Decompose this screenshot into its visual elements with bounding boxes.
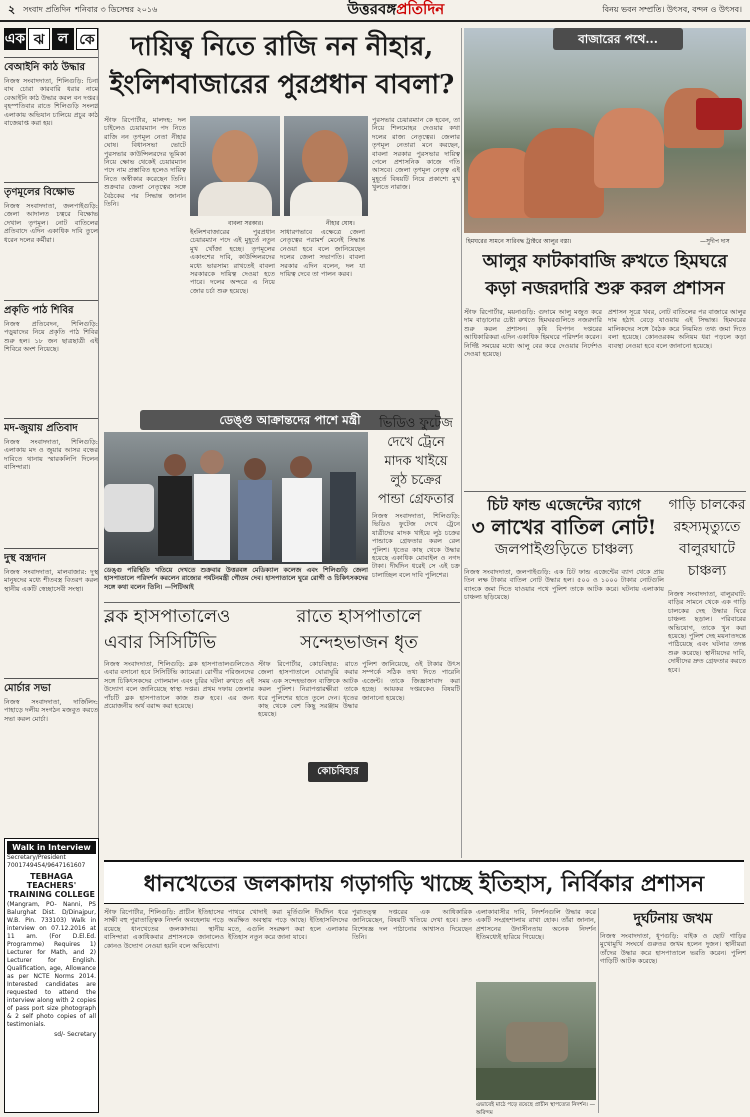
suspect-body: স্টাফ রিপোর্টার, কোচবিহার: রাতে জেলা হাসপাতালে ঘোরাঘুরি করার সময় এক সন্দেহভাজন ব্যক্তিকে আটক করল পুলিশ। নিরাপত্তারক্ষীরা তাকে ধরে পুলিশের হাতে তুলে দেন। ধৃতের কাছ থেকে বেশ কিছু সরঞ্জাম উদ্ধার হয়েছে। [258, 660, 358, 719]
brief-title: মদ-জুয়ায় প্রতিবাদ [4, 418, 98, 438]
video-headline-line: দেখে ট্রেনে [387, 435, 445, 450]
minister-photo [104, 432, 368, 564]
lead-headline-line-1: দায়িত্ব নিতে রাজি নন নীহার, [130, 32, 434, 62]
brief-item [4, 53, 98, 178]
notes-headline-line: চিট ফান্ড এজেন্টের ব্যাগে [487, 496, 641, 514]
driver-body: নিজস্ব সংবাদদাতা, বালুরঘাট: বাড়ির সামনে থেকে এক গাড়ি চালকের দেহ উদ্ধার ঘিরে চাঞ্চল্য ছড়াল। পরিবারের অভিযোগ, তাকে খুন করা হয়েছে। পুলিশ দেহ ময়নাতদন্তে পাঠিয়েছে এবং ঘটনার তদন্ত শুরু করেছে। স্থানীয়দের দাবি, দোষীদের দ্রুত গ্রেফতার করতে হবে। [668, 590, 746, 674]
bottom-photo-caption: এভাবেই মাঠে পড়ে রয়েছে প্রাচীন স্থাপত্যের নিদর্শন। —অরিন্দম [476, 1102, 596, 1116]
ad-contact: Secretary/President [7, 854, 66, 861]
notes-headline [464, 494, 664, 564]
paper-prefix: উত্তরবঙ্গ [347, 0, 397, 18]
video-headline-line: মাদক খাইয়ে [384, 454, 448, 469]
bottom-body: স্টাফ রিপোর্টার, শিলিগুড়ি: প্রাচীন ইতিহাসের সাক্ষী বহু পুরাতাত্ত্বিক নিদর্শন অবহেলায় পড়ে রয়েছে ধানখেতের জলকাদায়। স্থানীয় বাসিন্দারা একাধিকবার প্রশাসনকে জানালেও কোনও উদ্যোগ নেওয়া হয়নি বলে অভিযোগ। [104, 908, 224, 950]
lead-photo-left-caption: বাবলা সরকার। [228, 220, 264, 227]
section-letter: কে [76, 28, 98, 50]
minister-caption: ডেঙ্গু পরিস্থিতি খতিয়ে দেখতে শুক্রবার উত্তরবঙ্গ মেডিক্যাল কলেজ এবং শিলিগুড়ি জেলা হাসপাতালে পরিদর্শন করলেন রাজ্যের পর্যটনমন্ত্রী গৌতম দেব। হাসপাতালে ঘুরে রোগী ও চিকিৎসকদের সঙ্গে কথা বলেন তিনি। —পিটিআই [104, 566, 368, 591]
section-letter: এক [4, 28, 26, 50]
driver-headline-line: রহস্যমৃত্যুতে [673, 519, 741, 535]
video-headline-line: ভিডিও ফুটেজ [379, 416, 453, 431]
lead-photo-right [284, 116, 368, 216]
brief-item [4, 544, 98, 674]
lead-photo-right-caption: নীহার ঘোষ। [326, 220, 355, 227]
potato-headline-line: কড়া নজরদারি শুরু করল প্রশাসন [485, 278, 725, 299]
brief-title: দুস্থ বস্ত্রদান [4, 548, 98, 568]
bottom-body: পাথরে খোদাই করা মূর্তিগুলি দীর্ঘদিন ধরে অরক্ষিত অবস্থায় পড়ে আছে। ইতিহাসবিদদের মতে, এগুলি সংরক্ষণ করা হলে এলাকার ইতিহাস নতুন করে জানা যাবে। [228, 908, 348, 942]
brief-body: নিজস্ব সংবাদদাতা, শিলিগুড়ি: চিনা বাঘ চোরা কারবারি ধরার নামে বেআইনি কাঠ উদ্ধার করল বন দপ্তর। বৃহস্পতিবার রাতে শিলিগুড়ি সংলগ্ন এলাকায় অভিযান চালিয়ে প্রচুর কাঠ বাজেয়াপ্ত করা হয়। [4, 77, 98, 128]
potato-body: স্টাফ রিপোর্টার, ময়নাগুড়ি: গুদামে আলু মজুত করে দাম বাড়ানোর চেষ্টা রুখতে হিমঘরগুলিতে নজরদারি শুরু করল প্রশাসন। কৃষি বিপণন দপ্তরের আধিকারিকরা এদিন একাধিক হিমঘরে পরিদর্শন করেন। নির্দিষ্ট সময়ের মধ্যে আলু বের করে দেওয়ার নির্দেশও দেওয়া হয়েছে। [464, 308, 602, 359]
ad-title: Walk in Interview [7, 841, 96, 854]
masthead [0, 0, 750, 22]
paper-name [347, 0, 444, 23]
column-rule [461, 28, 462, 858]
hospital-headline-line: ব্লক হাসপাতালেও [104, 606, 231, 627]
accident-body: নিজস্ব সংবাদদাতা, ধূপগুড়ি: বাইক ও ছোট গাড়ির মুখোমুখি সংঘর্ষে গুরুতর জখম হলেন দুজন। স্থানীয়রা তাঁদের উদ্ধার করে হাসপাতালে ভরতি করেন। পুলিশ গাড়িটি আটক করেছে। [600, 932, 746, 966]
video-headline-line: লুঠ চক্রের [390, 473, 442, 488]
coochbehar-tag: কোচবিহার [308, 762, 368, 782]
section-rule [104, 602, 460, 603]
brief-title: প্রকৃতি পাঠ শিবির [4, 300, 98, 320]
suspect-headline-line: সন্দেহভাজন ধৃত [300, 632, 418, 653]
brief-body: নিজস্ব সংবাদদাতা, জলপাইগুড়ি: জেলা আদালত চত্বরে বিক্ষোভ দেখাল তৃণমূল। নোট বাতিলের প্রতিবাদে এদিন একাধিক দাবি তুলে ধরেন দলের কর্মীরা। [4, 202, 98, 244]
tractor [696, 98, 742, 130]
ad-college: TEBHAGA TEACHERS' TRAINING COLLEGE [8, 872, 95, 899]
section-rule [464, 491, 746, 492]
suspect-headline [258, 604, 460, 658]
lead-headline-line-2: ইংলিশবাজারের পুরপ্রধান বাবলা? [109, 70, 455, 100]
bottom-photo [476, 982, 596, 1100]
potato-pile [594, 108, 664, 188]
video-body: নিজস্ব সংবাদদাতা, শিলিগুড়ি: ভিডিও ফুটেজ দেখে ট্রেনে যাত্রীদের মাদক খাইয়ে লুঠ চক্রের পান্ডাকে গ্রেফতার করল রেল পুলিশ। ধৃতের কাছ থেকে উদ্ধার হয়েছে একাধিক মোবাইল ও নগদ টাকা। দীর্ঘদিন ধরেই সে এই চক্র চালাচ্ছিল বলে দাবি পুলিশের। [372, 512, 460, 579]
column-rule [598, 908, 599, 1113]
video-headline-line: পান্ডা গ্রেফতার [377, 492, 455, 507]
paper-title: প্রতিদিন [396, 0, 445, 18]
minister-headline: ডেঙ্গু আক্রান্তদের পাশে মন্ত্রী [140, 410, 440, 430]
lead-body-column: সাধারণভাবে এক্ষেত্রে জেলা নেতৃত্বের পরামর্শ মেনেই সিদ্ধান্ত নেওয়া হবে বলে জানিয়েছেন দলের জেলা সভাপতি। বাবলা সরকার এদিন বলেন, দল যা দায়িত্ব দেবে তা পালন করব। [280, 228, 365, 279]
bottom-body: এলাকাবাসীর দাবি, নিদর্শনগুলি উদ্ধার করে একটি সংগ্রহশালায় রাখা হোক। তাঁরা জানান, প্রশাসনের উদাসীনতায় অনেক নিদর্শন ইতিমধ্যেই হারিয়ে গিয়েছে। [476, 908, 596, 942]
brief-item [4, 674, 98, 794]
bazar-photo [464, 28, 746, 233]
hospital-headline [104, 604, 254, 658]
suspect-headline-line: রাতে হাসপাতালে [296, 606, 422, 627]
potato-body: প্রশাসন সূত্রে খবর, নোট বাতিলের পর বাজারে আলুর দাম হঠাৎ বেড়ে যাওয়ায় এই সিদ্ধান্ত। হিমঘরের মালিকদের সঙ্গে বৈঠক করে নিয়মিত তথ্য জমা দিতে বলা হয়েছে। কোনওরকম অনিয়ম ধরা পড়লে কড়া ব্যবস্থা নেওয়া হবে বলে জানানো হয়েছে। [608, 308, 746, 350]
walk-in-interview-ad [4, 838, 99, 1113]
bazar-caption: হিমঘরের সামনে সারিবদ্ধ ট্রাক্টরে আলুর বস্তা। [466, 238, 572, 245]
section-title-ek-jhalke [4, 28, 98, 50]
bottom-body: পুরাতত্ত্ব দপ্তরের এক আধিকারিক জানিয়েছেন, বিষয়টি খতিয়ে দেখা হবে। দ্রুত বিশেষজ্ঞ দল পাঠানোর আশ্বাসও দিয়েছেন তিনি। [352, 908, 472, 942]
suspect-body-2: পুলিশ জানিয়েছে, ওই টাকার উৎস সম্পর্কে সঠিক তথ্য দিতে পারেনি এজেন্ট। তাকে জিজ্ঞাসাবাদ করা হচ্ছে। আয়কর দপ্তরকেও বিষয়টি জানানো হয়েছে। [362, 660, 460, 702]
brief-body: নিজস্ব সংবাদদাতা, শিলিগুড়ি: এলাকায় মদ ও জুয়ার আসর বন্ধের দাবিতে থানায় স্মারকলিপি দিলেন বাসিন্দারা। [4, 438, 98, 472]
potato-pile [524, 128, 604, 218]
driver-headline [668, 494, 746, 586]
brief-item [4, 178, 98, 296]
hospital-body: নিজস্ব সংবাদদাতা, শিলিগুড়ি: ব্লক হাসপাতালগুলিতেও এবার বসানো হবে সিসিটিভি ক্যামেরা। রোগীর পরিজনদের সঙ্গে চিকিৎসকদের গোলমাল এবং চুরির ঘটনা রুখতে এই উদ্যোগ বলে জানিয়েছে স্বাস্থ্য দপ্তর। প্রথম দফায় জেলার পাঁচটি ব্লক হাসপাতালে কাজ শুরু হবে। এর জন্য প্রয়োজনীয় অর্থ বরাদ্দ করা হয়েছে। [104, 660, 254, 711]
brief-body: নিজস্ব প্রতিবেদন, শিলিগুড়ি: পড়ুয়াদের নিয়ে প্রকৃতি পাঠ শিবির শুরু হল। ১৮ জন ছাত্রছাত্রী এই শিবিরে অংশ নিয়েছে। [4, 320, 98, 354]
brief-title: মোর্চার সভা [4, 678, 98, 698]
potato-headline [464, 248, 746, 304]
section-letter: ঝ [28, 28, 50, 50]
brief-title: তৃণমূলের বিক্ষোভ [4, 182, 98, 202]
accident-headline: দুর্ঘটনায় জখম [633, 911, 713, 927]
lead-body-column: ইংলিশবাজারের পুরপ্রধান চেয়ারম্যান পদে এই মুহূর্তে নতুন মুখ খোঁজা হচ্ছে। তৃণমূলের একাংশের দাবি, কাউন্সিলরদের মধ্যে ভারসাম্য রাখতেই বাবলা সরকারকে দায়িত্ব দেওয়া হতে পারে। দলের অন্দরে এ নিয়ে জোর চর্চা শুরু হয়েছে। [190, 228, 275, 295]
brief-item [4, 414, 98, 544]
date-line: শনিবার ৩ ডিসেম্বর ২০১৬ [74, 4, 158, 14]
lead-headline [104, 28, 460, 112]
potato-headline-line: আলুর ফাটকাবাজি রুখতে হিমঘরে [482, 251, 728, 272]
brief-item [4, 296, 98, 414]
driver-headline-line: চাঞ্চল্য [687, 563, 727, 579]
bazar-tag: বাজারের পথে... [553, 28, 683, 50]
driver-headline-line: বালুরঘাটে [679, 541, 735, 557]
ad-sign: sd/- Secretary [54, 1031, 96, 1038]
brief-body: নিজস্ব সংবাদদাতা, মালবাজার: দুস্থ মানুষদের মধ্যে শীতবস্ত্র বিতরণ করল স্থানীয় একটি স্বেচ্ছাসেবী সংস্থা। [4, 568, 98, 593]
lead-body-column: স্টাফ রিপোর্টার, মালদহ: দল চাইলেও চেয়ারম্যান পদ নিতে রাজি নন তৃণমূল নেতা নীহার ঘোষ। বিধানসভা ভোটে পুরসভার কাউন্সিলরদের ভূমিকা নিয়ে ক্ষোভ থেকেই চেয়ারম্যান পদে নাম প্রস্তাবিত হলেও দায়িত্ব নিতে অস্বীকার করেছেন তিনি। শুক্রবার জেলা নেতৃত্বের সঙ্গে বৈঠকের পর সিদ্ধান্ত জানান তিনি। [104, 116, 186, 209]
notes-headline-line: ৩ লাখের বাতিল নোট! [471, 515, 657, 539]
ad-phone: 7001749454/9647161607 [7, 862, 86, 869]
masthead-right-note: বিনয় ভবন সম্প্রতি। উৎসব, বন্দন ও উৎসব। [602, 4, 742, 14]
video-headline [372, 414, 460, 510]
notes-body: নিজস্ব সংবাদদাতা, জলপাইগুড়ি: এক চিট ফান্ড এজেন্টের ব্যাগ থেকে প্রায় তিন লক্ষ টাকার বাতিল নোট উদ্ধার হল। ৫০০ ও ১০০০ টাকার নোটগুলি ব্যাংকে জমা দিতে যাওয়ার পথে পুলিশ তাকে আটক করে। ঘটনায় এলাকায় চাঞ্চল্য ছড়িয়েছে। [464, 568, 664, 602]
page-label: সংবাদ প্রতিদিন [23, 4, 71, 14]
lead-photo-left [190, 116, 280, 216]
hospital-headline-line: এবার সিসিটিভি [104, 632, 217, 653]
lead-body-column: পুরসভার চেয়ারম্যান কে হবেন, তা নিয়ে শিলমোহর দেওয়ার কথা দলের রাজ্য নেতৃত্বের। জেলার তৃণমূল নেতারা মনে করছেন, বাবলা সরকার পুরসভার দায়িত্ব পেলে প্রশাসনিক কাজে গতি আসবে। জেলা তৃণমূল নেতৃত্ব এই মুহূর্তে বিষয়টি নিয়ে প্রকাশ্যে মুখ খুলতে নারাজ। [372, 116, 460, 192]
bottom-headline: ধানখেতের জলকাদায় গড়াগড়ি খাচ্ছে ইতিহাস, নির্বিকার প্রশাসন [104, 860, 744, 904]
notes-headline-line: জলপাইগুড়িতে চাঞ্চল্য [494, 540, 634, 558]
page-number: ২ [8, 2, 16, 16]
section-letter: ল [52, 28, 74, 50]
driver-headline-line: গাড়ি চালকের [668, 497, 746, 513]
ad-body: (Mangram, PO- Nanni, PS Balurghat Dist. D/Dinajpur, W.B. Pin. 733103) Walk in interview on 07.12.2016 at 11 am. (For D.El.Ed. Programme) Requires 1) Lecturer for Math, and 2) Lecturer for English. Qualification, age, Allowance as per NCTE Norms 2014. Interested candidates are requested to attend the interview along with 2 copies of pass port size photograph & 2 self photo copies of all testimonials. [7, 901, 96, 1028]
brief-body: নিজস্ব সংবাদদাতা, দার্জিলিং: পাহাড়ে দলীয় সংগঠন মজবুত করতে সভা করল মোর্চা। [4, 698, 98, 723]
brief-title: বেআইনি কাঠ উদ্ধার [4, 57, 98, 77]
bazar-credit: —সুদীপ দাস [700, 238, 730, 245]
